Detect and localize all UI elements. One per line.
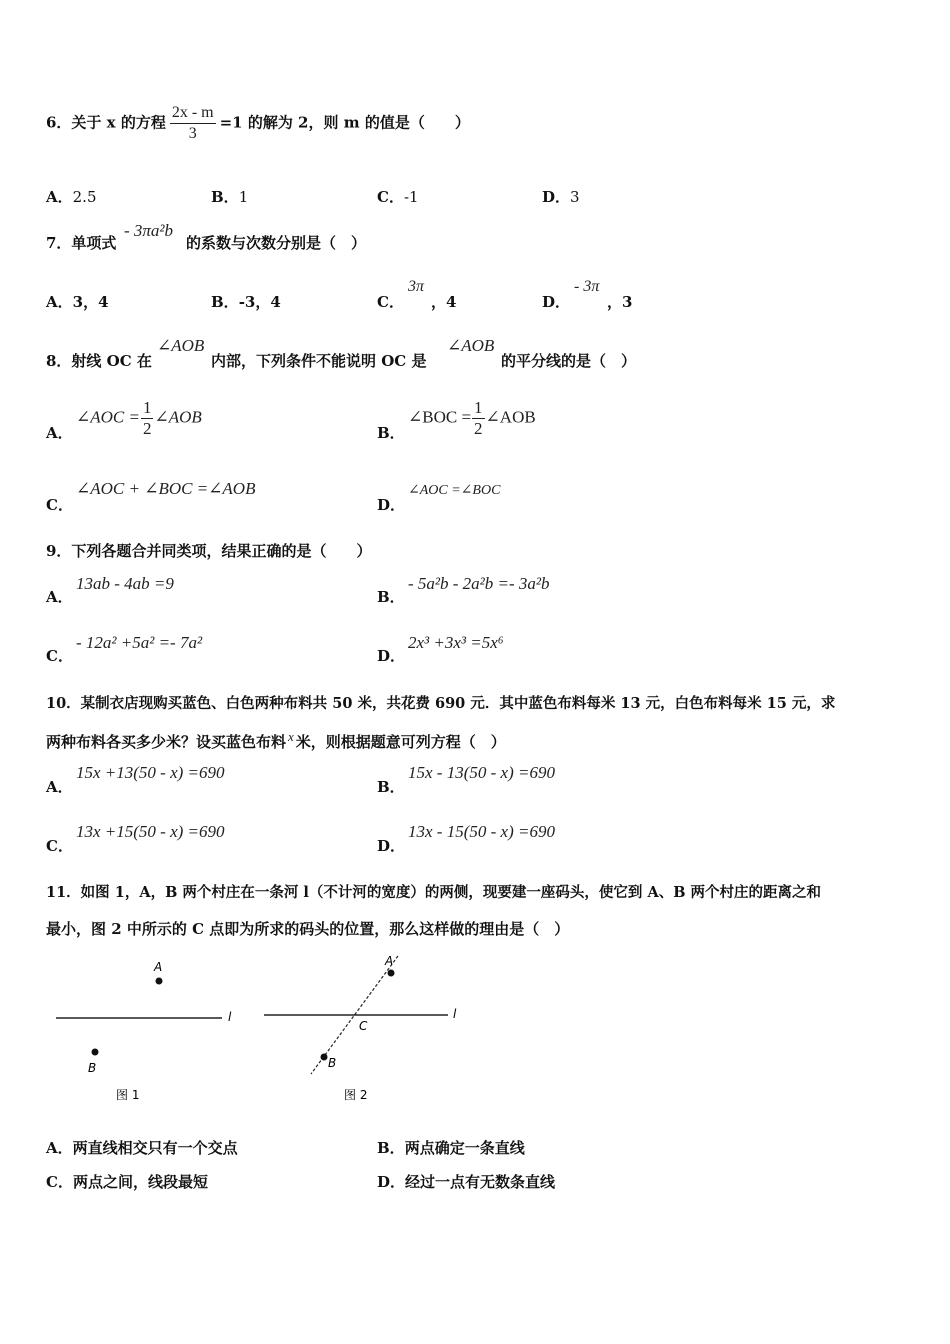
- q8-option-d-label: D．: [377, 496, 406, 514]
- q6-option-d: D．3: [542, 188, 580, 206]
- fig2-label-c: C: [359, 1019, 368, 1033]
- q8-option-c-label: C．: [46, 496, 73, 514]
- q7-expression: - 3πa²b: [124, 221, 174, 240]
- question-8-prefix: 8．射线 OC 在: [46, 352, 152, 370]
- question-7-suffix: 的系数与次数分别是（ ）: [186, 234, 367, 252]
- q11-option-a: A．两直线相交只有一个交点: [46, 1139, 238, 1157]
- q8-angle-2: ∠AOB: [447, 336, 495, 355]
- q7-option-a: A．3，4: [46, 293, 109, 311]
- fig2-point-b: [321, 1054, 328, 1061]
- question-7-prefix: 7．单项式: [46, 234, 117, 252]
- question-9-stem: 9．下列各题合并同类项，结果正确的是（ ）: [46, 542, 372, 560]
- q10-option-d-label: D．: [377, 837, 406, 855]
- q6-suffix: =1 的解为 2，则 m 的值是（ ）: [219, 113, 470, 132]
- fig2-label-b: B: [328, 1056, 337, 1070]
- q9-option-a-label: A．: [46, 588, 73, 606]
- fig1-label-l: l: [228, 1010, 232, 1024]
- q9-option-b-expr: - 5a²b - 2a²b =- 3a²b: [408, 574, 550, 593]
- q9-option-c-label: C．: [46, 647, 73, 665]
- q6-option-b: B．1: [211, 188, 249, 206]
- q11-option-b: B．两点确定一条直线: [377, 1139, 525, 1157]
- q9-option-c-expr: - 12a² +5a² =- 7a²: [76, 633, 203, 652]
- q10-option-b-label: B．: [377, 778, 405, 796]
- q10-option-d-expr: 13x - 15(50 - x) =690: [408, 822, 555, 841]
- q7-option-c-math: 3π: [408, 278, 425, 295]
- q8-option-b-label: B．: [377, 424, 405, 442]
- fig1-caption: 图 1: [116, 1088, 140, 1102]
- q7-option-d-value: ，3: [607, 293, 633, 311]
- fig2-label-a: A: [385, 954, 394, 968]
- q8-option-b-expr: ∠BOC = $\frac{1}{2}$ ∠AOB: [408, 398, 536, 438]
- figure-2: [258, 952, 473, 1107]
- q9-option-b-label: B．: [377, 588, 405, 606]
- q8-option-c-expr: ∠AOC + ∠BOC =∠AOB: [76, 479, 256, 498]
- q10-option-a-expr: 15x +13(50 - x) =690: [76, 763, 225, 782]
- q10-variable: x: [288, 729, 294, 744]
- q7-option-b: B．-3，4: [211, 293, 281, 311]
- question-8-suffix: 的平分线的是（ ）: [501, 352, 637, 370]
- q6-option-c: C．-1: [377, 188, 419, 206]
- fig1-label-b: B: [88, 1061, 97, 1075]
- question-10-line-2: 两种布料各买多少米？设买蓝色布料 x 米，则根据题意可列方程（ ）: [46, 729, 506, 751]
- fig1-label-a: A: [154, 960, 163, 974]
- fig1-point-b: [92, 1049, 99, 1056]
- q6-frac-den: 3: [188, 125, 197, 142]
- q6-fraction: [170, 103, 216, 144]
- q11-option-d: D．经过一点有无数条直线: [377, 1173, 556, 1191]
- q7-option-d-math: - 3π: [574, 278, 600, 295]
- q7-option-d: D．: [542, 293, 571, 311]
- q9-option-d-expr: 2x³ +3x³ =5x⁶: [408, 633, 504, 652]
- figure-1: [50, 952, 250, 1107]
- q8-option-a-label: A．: [46, 424, 73, 442]
- q8-angle-1: ∠AOB: [157, 336, 205, 355]
- q9-option-d-label: D．: [377, 647, 406, 665]
- q6-prefix: 6．关于 x 的方程: [46, 113, 166, 132]
- question-6: [46, 103, 470, 144]
- question-10-line-1: 10．某制衣店现购买蓝色、白色两种布料共 50 米，共花费 690 元．其中蓝色布料每米 13 元，白色布料每米 15 元，求: [46, 695, 836, 712]
- q11-option-c: C．两点之间，线段最短: [46, 1173, 208, 1191]
- fig2-label-l: l: [453, 1007, 457, 1021]
- fig2-point-a: [388, 970, 395, 977]
- fig1-point-a: [156, 978, 163, 985]
- q10-option-c-expr: 13x +15(50 - x) =690: [76, 822, 225, 841]
- question-11-line-1: 11．如图 1，A，B 两个村庄在一条河 l（不计河的宽度）的两侧，现要建一座码头，使它到 A、B 两个村庄的距离之和: [46, 884, 822, 901]
- fig2-caption: 图 2: [344, 1088, 368, 1102]
- q8-option-d-expr: ∠AOC =∠BOC: [408, 483, 501, 498]
- q9-option-a-expr: 13ab - 4ab =9: [76, 574, 174, 593]
- q10-option-b-expr: 15x - 13(50 - x) =690: [408, 763, 555, 782]
- q7-option-c-value: ，4: [431, 293, 457, 311]
- q6-frac-num: 2x - m: [170, 103, 216, 124]
- q10-option-a-label: A．: [46, 778, 73, 796]
- q10-option-c-label: C．: [46, 837, 73, 855]
- q7-option-c: C．: [377, 293, 404, 311]
- question-8-middle: 内部，下列条件不能说明 OC 是: [211, 352, 427, 370]
- q6-option-a: A．2.5: [46, 188, 97, 206]
- q8-option-a-expr: ∠AOC = $\frac{1}{2}$ ∠AOB: [76, 398, 202, 438]
- question-11-line-2: 最小，图 2 中所示的 C 点即为所求的码头的位置，那么这样做的理由是（ ）: [46, 920, 570, 938]
